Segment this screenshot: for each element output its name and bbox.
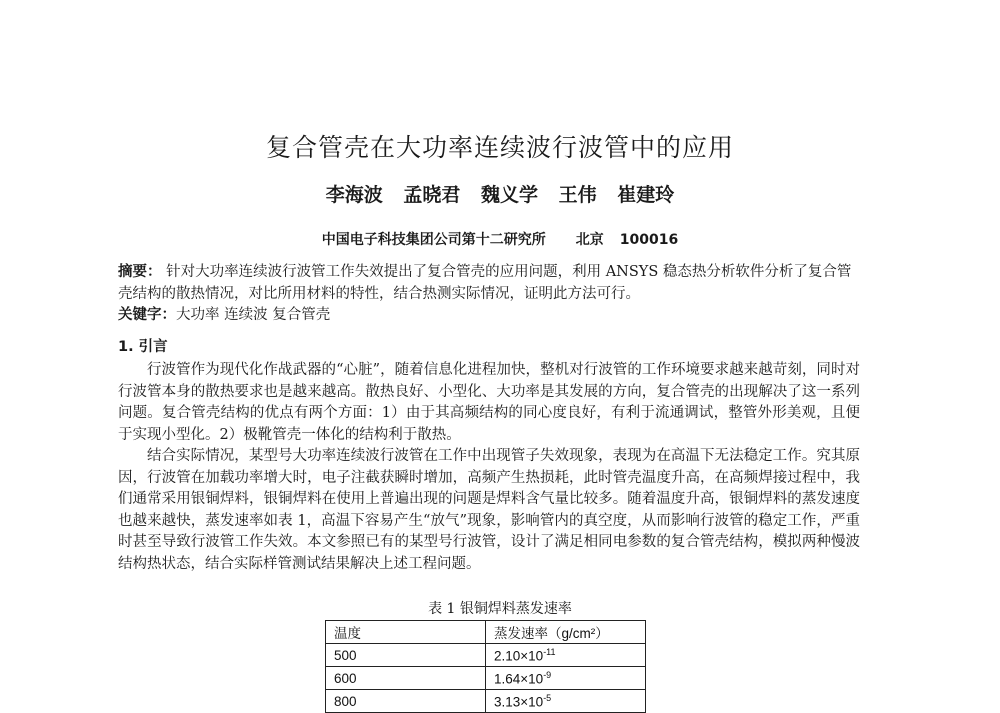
intro-paragraph-1: 行波管作为现代化作战武器的“心脏”，随着信息化进程加快，整机对行波管的工作环境要求越来越苛刻，同时对行波管本身的散热要求也是越来越高。散热良好、小型化、大功率是其发展的方向，复合管壳的出现解决了这一系列问题。复合管壳结构的优点有两个方面：1）由于其高频结构的同心度良好，有利于流通调试，整管外形美观，且便于实现小型化。2）极靴管壳一体化的结构利于散热。 (118, 362, 860, 443)
rate-mantissa: 2.10×10 (494, 648, 544, 664)
intro-paragraph-2: 结合实际情况，某型号大功率连续波行波管在工作中出现管子失效现象，表现为在高温下无法稳定工作。究其原因，行波管在加载功率增大时，电子注截获瞬时增加，高频产生热损耗，此时管壳温度升高，在高频焊接过程中，我们通常采用银铜焊料，银铜焊料在使用上普遍出现的问题是焊料含气量比较多。随着温度升高，银铜焊料的蒸发速度也越来越快，蒸发速率如表 1，高温下容易产生“放气”现象，影响管内的真空度，从而影响行波管的稳定工作，严重时甚至导致行波管工作失效。本文参照已有的某型号行波管，设计了满足相同电参数的复合管壳结构，模拟两种慢波结构热状态，结合实际样管测试结果解决上述工程问题。 (118, 448, 860, 572)
evaporation-rate-table (325, 620, 646, 713)
affiliation-postcode: 100016 (619, 232, 679, 248)
rate-exponent: -9 (543, 669, 552, 680)
table-cell-rate (486, 644, 646, 667)
affiliation (0, 229, 1000, 249)
rate-mantissa: 1.64×10 (494, 671, 544, 687)
table-caption: 表 1 银铜焊料蒸发速率 (428, 601, 572, 617)
abstract-label: 摘要： (118, 264, 162, 280)
paper-title: 复合管壳在大功率连续波行波管中的应用 (265, 133, 734, 162)
keywords-label: 关键字： (118, 307, 176, 323)
table-cell-temp: 500 (326, 644, 486, 667)
keywords (118, 305, 860, 327)
section-heading-text: 1. 引言 (118, 339, 168, 355)
abstract-text: 针对大功率连续波行波管工作失效提出了复合管壳的应用问题，利用 ANSYS 稳态热分析软件分析了复合管壳结构的散热情况，对比所用材料的特性，结合热测实际情况，证明此方法可行。 (118, 264, 852, 302)
table-header-row (326, 621, 646, 644)
rate-mantissa: 3.13×10 (494, 694, 544, 710)
abstract (118, 262, 860, 305)
author-list: 李海波 孟晓君 魏义学 王伟 崔建玲 (325, 184, 675, 206)
table-row (326, 644, 646, 667)
table-cell-rate (486, 667, 646, 690)
table-header-rate: 蒸发速率（g/cm²） (486, 621, 646, 644)
table-header-temperature: 温度 (326, 621, 486, 644)
intro-body (118, 360, 860, 575)
affiliation-org: 中国电子科技集团公司第十二研究所 (321, 232, 546, 248)
table-row (326, 667, 646, 690)
section-heading (118, 337, 860, 359)
table-cell-temp: 600 (326, 667, 486, 690)
affiliation-city: 北京 (575, 232, 604, 248)
table-cell-temp: 800 (326, 690, 486, 713)
table-cell-rate (486, 690, 646, 713)
table-row (326, 690, 646, 713)
rate-exponent: -11 (543, 646, 556, 657)
keywords-text: 大功率 连续波 复合管壳 (176, 307, 331, 323)
rate-exponent: -5 (543, 692, 552, 703)
